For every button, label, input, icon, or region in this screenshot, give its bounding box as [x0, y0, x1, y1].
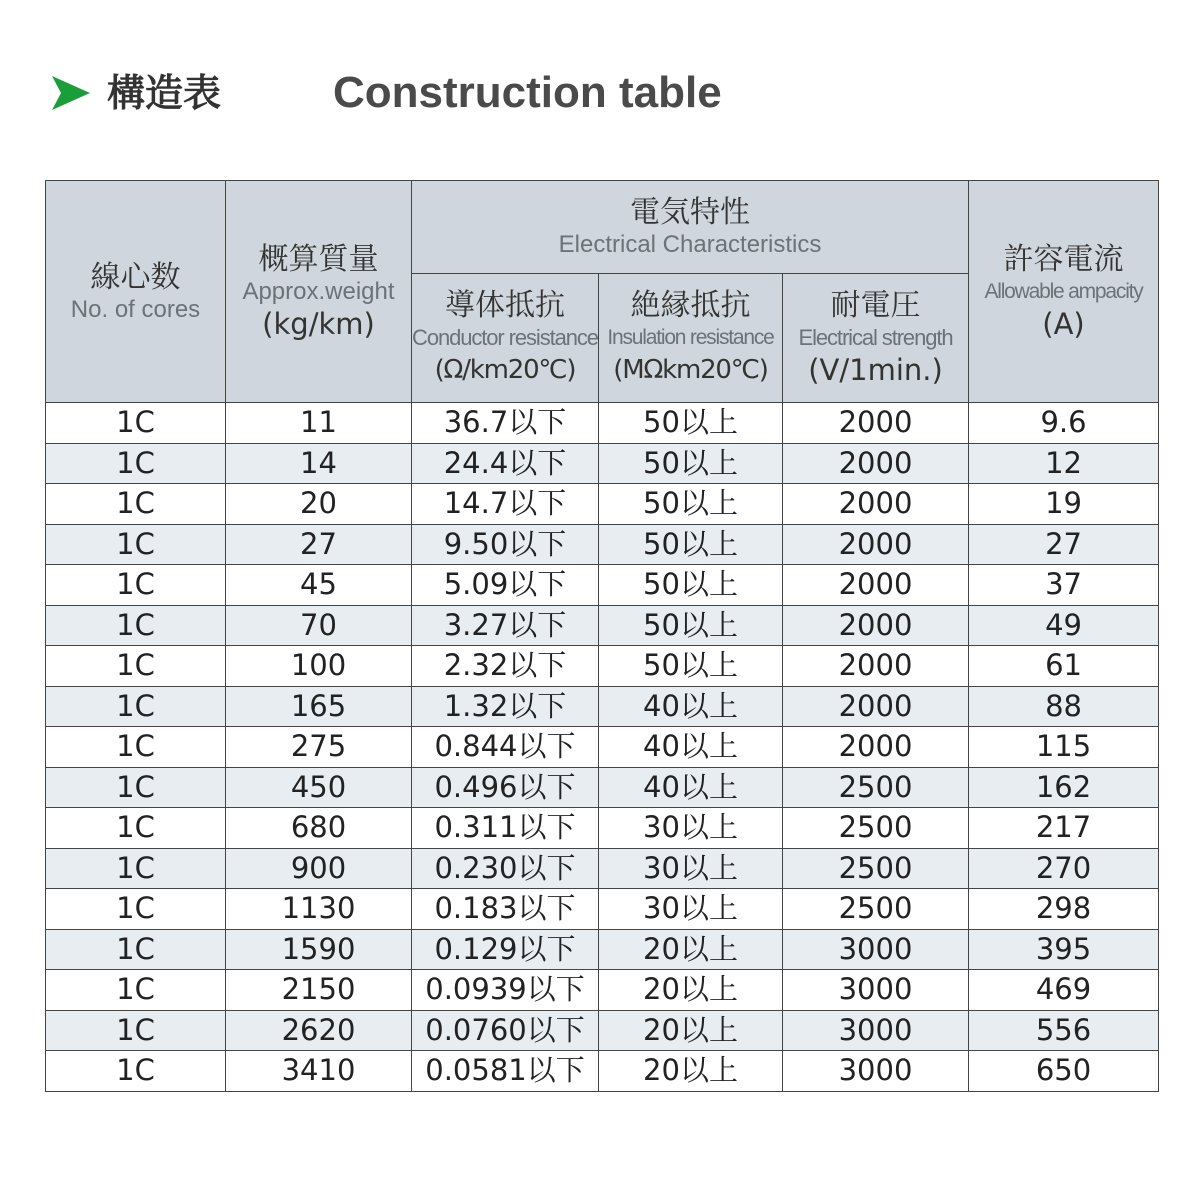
cell-cores: 1C [46, 727, 226, 768]
cell-insulation: 40以上 [599, 686, 783, 727]
cell-conductor: 0.129以下 [412, 929, 599, 970]
table-row [46, 565, 1159, 606]
header-electrical [412, 181, 969, 274]
header-cores [46, 181, 226, 403]
header-conductor-unit: (Ω/km20℃) [434, 355, 576, 385]
cell-strength: 3000 [783, 970, 969, 1011]
header-ampacity-unit: (A) [1042, 306, 1085, 341]
header-conductor [412, 274, 599, 403]
cell-weight: 1590 [226, 929, 412, 970]
title-english: Construction table [333, 68, 722, 117]
header-cores-en: No. of cores [70, 295, 201, 323]
cell-conductor: 9.50以下 [412, 524, 599, 565]
header-strength-unit: (V/1min.) [808, 353, 943, 387]
cell-weight: 20 [226, 484, 412, 525]
section-heading [52, 64, 1152, 124]
cell-cores: 1C [46, 524, 226, 565]
cell-conductor: 0.183以下 [412, 889, 599, 930]
cell-ampacity: 298 [969, 889, 1159, 930]
cell-strength: 2000 [783, 605, 969, 646]
cell-cores: 1C [46, 1010, 226, 1051]
cell-insulation: 30以上 [599, 889, 783, 930]
cell-conductor: 36.7以下 [412, 403, 599, 444]
cell-strength: 2500 [783, 848, 969, 889]
cell-insulation: 50以上 [599, 605, 783, 646]
header-row-top [46, 181, 1159, 274]
cell-cores: 1C [46, 889, 226, 930]
cell-ampacity: 9.6 [969, 403, 1159, 444]
cell-strength: 3000 [783, 929, 969, 970]
cell-weight: 2150 [226, 970, 412, 1011]
table-row [46, 808, 1159, 849]
cell-weight: 11 [226, 403, 412, 444]
cell-weight: 450 [226, 767, 412, 808]
cell-conductor: 0.311以下 [412, 808, 599, 849]
cell-insulation: 20以上 [599, 1010, 783, 1051]
table-row [46, 646, 1159, 687]
cell-conductor: 0.0760以下 [412, 1010, 599, 1051]
cell-strength: 2500 [783, 767, 969, 808]
cell-cores: 1C [46, 565, 226, 606]
cell-conductor: 1.32以下 [412, 686, 599, 727]
construction-table [45, 180, 1159, 1092]
header-conductor-jp: 導体抵抗 [445, 288, 565, 323]
cell-weight: 2620 [226, 1010, 412, 1051]
cell-insulation: 20以上 [599, 970, 783, 1011]
cell-strength: 2000 [783, 403, 969, 444]
cell-insulation: 50以上 [599, 403, 783, 444]
cell-ampacity: 162 [969, 767, 1159, 808]
header-electrical-en: Electrical Characteristics [558, 231, 822, 258]
cell-ampacity: 217 [969, 808, 1159, 849]
cell-cores: 1C [46, 929, 226, 970]
header-weight-jp: 概算質量 [258, 241, 379, 277]
table-row [46, 524, 1159, 565]
table-row [46, 1010, 1159, 1051]
cell-cores: 1C [46, 767, 226, 808]
cell-insulation: 20以上 [599, 1051, 783, 1092]
cell-cores: 1C [46, 1051, 226, 1092]
cell-weight: 165 [226, 686, 412, 727]
cell-insulation: 40以上 [599, 767, 783, 808]
cell-ampacity: 37 [969, 565, 1159, 606]
cell-ampacity: 49 [969, 605, 1159, 646]
cell-strength: 2000 [783, 727, 969, 768]
cell-insulation: 30以上 [599, 848, 783, 889]
cell-strength: 3000 [783, 1010, 969, 1051]
header-electrical-jp: 電気特性 [630, 195, 750, 230]
table-row [46, 484, 1159, 525]
table-row [46, 929, 1159, 970]
header-insulation [599, 274, 783, 403]
cell-strength: 2500 [783, 889, 969, 930]
cell-weight: 14 [226, 443, 412, 484]
cell-strength: 2000 [783, 686, 969, 727]
cell-strength: 2000 [783, 646, 969, 687]
cell-cores: 1C [46, 403, 226, 444]
title-japanese: 構造表 [107, 71, 222, 115]
arrow-icon-shape [52, 76, 90, 110]
cell-insulation: 50以上 [599, 646, 783, 687]
table-row [46, 970, 1159, 1011]
cell-weight: 3410 [226, 1051, 412, 1092]
table-body [46, 403, 1159, 1092]
header-cores-jp: 線心数 [90, 259, 181, 295]
arrow-icon [52, 76, 90, 110]
cell-weight: 900 [226, 848, 412, 889]
cell-ampacity: 12 [969, 443, 1159, 484]
cell-ampacity: 270 [969, 848, 1159, 889]
cell-weight: 45 [226, 565, 412, 606]
cell-conductor: 0.0581以下 [412, 1051, 599, 1092]
header-insulation-en: Insulation resistance [607, 326, 774, 349]
cell-insulation: 50以上 [599, 524, 783, 565]
header-conductor-en: Conductor resistance [412, 325, 598, 350]
cell-conductor: 2.32以下 [412, 646, 599, 687]
cell-conductor: 24.4以下 [412, 443, 599, 484]
cell-weight: 275 [226, 727, 412, 768]
cell-insulation: 20以上 [599, 929, 783, 970]
cell-conductor: 5.09以下 [412, 565, 599, 606]
cell-ampacity: 650 [969, 1051, 1159, 1092]
header-insulation-unit: (MΩkm20℃) [613, 355, 768, 385]
table-row [46, 889, 1159, 930]
cell-weight: 680 [226, 808, 412, 849]
cell-cores: 1C [46, 605, 226, 646]
cell-weight: 27 [226, 524, 412, 565]
header-weight-unit: (kg/km) [262, 306, 375, 341]
header-weight-en: Approx.weight [242, 277, 395, 305]
cell-cores: 1C [46, 646, 226, 687]
cell-strength: 2000 [783, 524, 969, 565]
cell-ampacity: 115 [969, 727, 1159, 768]
cell-insulation: 40以上 [599, 727, 783, 768]
table-row [46, 403, 1159, 444]
cell-cores: 1C [46, 848, 226, 889]
table-row [46, 605, 1159, 646]
cell-weight: 70 [226, 605, 412, 646]
cell-insulation: 50以上 [599, 443, 783, 484]
cell-ampacity: 61 [969, 646, 1159, 687]
cell-weight: 1130 [226, 889, 412, 930]
table-row [46, 1051, 1159, 1092]
table-header [46, 181, 1159, 403]
cell-ampacity: 395 [969, 929, 1159, 970]
table-row [46, 767, 1159, 808]
header-ampacity [969, 181, 1159, 403]
table-row [46, 848, 1159, 889]
table-row [46, 443, 1159, 484]
table-row [46, 686, 1159, 727]
cell-insulation: 50以上 [599, 565, 783, 606]
cell-strength: 2000 [783, 443, 969, 484]
cell-ampacity: 469 [969, 970, 1159, 1011]
cell-cores: 1C [46, 443, 226, 484]
cell-cores: 1C [46, 686, 226, 727]
cell-strength: 2000 [783, 484, 969, 525]
header-insulation-jp: 絶縁抵抗 [630, 288, 751, 323]
cell-conductor: 3.27以下 [412, 605, 599, 646]
cell-conductor: 0.844以下 [412, 727, 599, 768]
cell-ampacity: 88 [969, 686, 1159, 727]
header-strength-en: Electrical strength [798, 325, 953, 350]
cell-ampacity: 556 [969, 1010, 1159, 1051]
table-row [46, 727, 1159, 768]
cell-cores: 1C [46, 808, 226, 849]
cell-ampacity: 27 [969, 524, 1159, 565]
cell-conductor: 0.496以下 [412, 767, 599, 808]
header-ampacity-jp: 許容電流 [1003, 241, 1124, 277]
header-ampacity-en: Allowable ampacity [984, 279, 1143, 303]
cell-insulation: 30以上 [599, 808, 783, 849]
cell-weight: 100 [226, 646, 412, 687]
cell-strength: 2000 [783, 565, 969, 606]
cell-insulation: 50以上 [599, 484, 783, 525]
cell-cores: 1C [46, 970, 226, 1011]
header-strength-jp: 耐電圧 [830, 288, 921, 323]
cell-conductor: 0.230以下 [412, 848, 599, 889]
header-strength [783, 274, 969, 403]
cell-conductor: 0.0939以下 [412, 970, 599, 1011]
cell-strength: 2500 [783, 808, 969, 849]
cell-cores: 1C [46, 484, 226, 525]
cell-ampacity: 19 [969, 484, 1159, 525]
cell-conductor: 14.7以下 [412, 484, 599, 525]
header-weight [226, 181, 412, 403]
cell-strength: 3000 [783, 1051, 969, 1092]
